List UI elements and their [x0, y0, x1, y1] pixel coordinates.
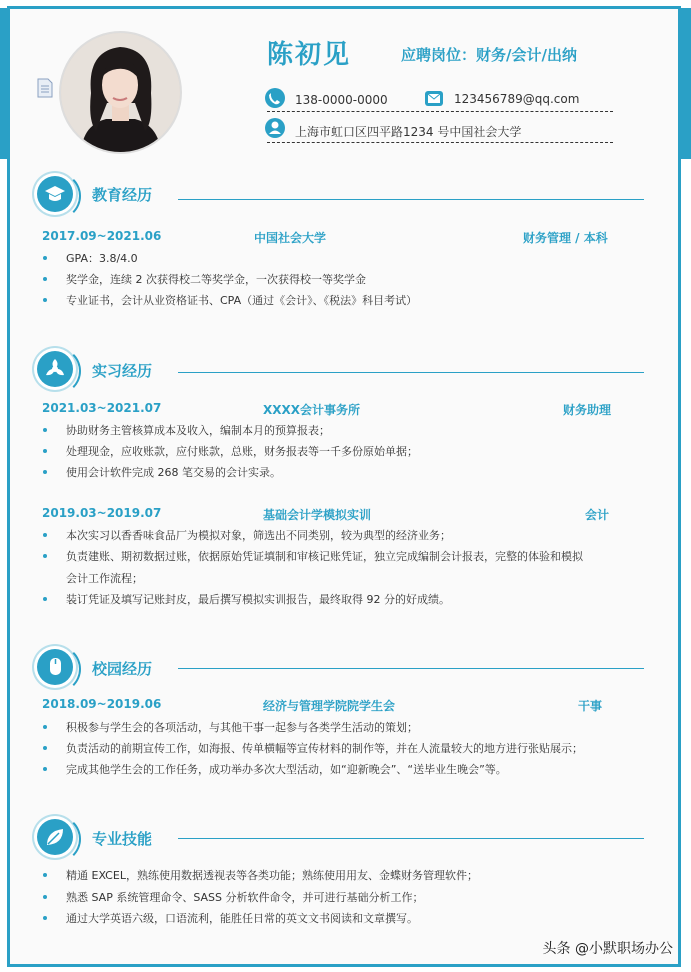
job1-role: 财务助理 [563, 403, 612, 417]
watermark: 头条 @小默职场办公 [542, 941, 673, 957]
bullet [43, 554, 47, 558]
section-rule [178, 372, 644, 373]
person-icon [265, 118, 285, 138]
edu-date: 2017.09~2021.06 [42, 229, 162, 243]
section-title-campus: 校园经历 [92, 660, 153, 678]
campus-date: 2018.09~2019.06 [42, 697, 162, 711]
job1-item: 处理现金，应收账款，应付账款，总账，财务报表等一千多份原始单据； [66, 445, 418, 458]
edu-school: 中国社会大学 [254, 231, 327, 245]
document-icon[interactable] [36, 78, 54, 98]
email-address: 123456789@qq.com [454, 92, 580, 106]
campus-item: 负责活动的前期宣传工作，如海报、传单横幅等宣传材料的制作等，并在人流量较大的地方进行张贴展示； [66, 742, 583, 755]
phone-number: 138-0000-0000 [295, 93, 388, 107]
job2-item: 负责建账、期初数据过账，依据原始凭证填制和审核记账凭证，独立完成编制会计报表，完整的体验和模拟 [66, 550, 583, 563]
section-rule [178, 668, 644, 669]
right-accent-tab [680, 8, 691, 159]
job1-date: 2021.03~2021.07 [42, 401, 162, 415]
job2-company: 基础会计学模拟实训 [263, 508, 372, 522]
edu-item: 奖学金，连续 2 次获得校二等奖学金，一次获得校一等奖学金 [66, 273, 366, 286]
bullet [43, 916, 47, 920]
badge-arc [33, 172, 81, 220]
bullet [43, 725, 47, 729]
section-title-education: 教育经历 [92, 186, 153, 204]
campus-role: 干事 [578, 699, 603, 713]
skill-item: 通过大学英语六级，口语流利，能胜任日常的英文文书阅读和文章撰写。 [66, 912, 418, 925]
divider [267, 111, 613, 112]
phone-icon [265, 88, 285, 108]
campus-org: 经济与管理学院院学生会 [263, 699, 396, 713]
job1-company: XXXX会计事务所 [263, 403, 361, 417]
edu-major: 财务管理 / 本科 [523, 231, 608, 245]
job1-item: 协助财务主管核算成本及收入，编制本月的预算报表； [66, 424, 330, 437]
skill-item: 精通 EXCEL，熟练使用数据透视表等各类功能；熟练使用用友、金蝶财务管理软件； [66, 869, 478, 882]
job2-role: 会计 [585, 508, 610, 522]
home-address: 上海市虹口区四平路1234 号中国社会大学 [295, 125, 522, 139]
divider [267, 142, 613, 143]
bullet [43, 873, 47, 877]
bullet [43, 767, 47, 771]
badge-arc [33, 815, 81, 863]
bullet [43, 895, 47, 899]
job2-item: 本次实习以香香味食品厂为模拟对象，筛选出不同类别，较为典型的经济业务； [66, 529, 451, 542]
section-title-skills: 专业技能 [92, 830, 153, 848]
bullet [43, 256, 47, 260]
bullet [43, 533, 47, 537]
section-rule [178, 838, 644, 839]
job1-item: 使用会计软件完成 268 笔交易的会计实录。 [66, 466, 281, 479]
badge-arc [33, 347, 81, 395]
avatar [59, 31, 182, 154]
email-icon [425, 91, 443, 106]
bullet [43, 277, 47, 281]
edu-item: 专业证书，会计从业资格证书、CPA（通过《会计》、《税法》科目考试） [66, 294, 418, 307]
section-rule [178, 199, 644, 200]
campus-item: 积极参与学生会的各项活动，与其他干事一起参与各类学生活动的策划； [66, 721, 418, 734]
bullet [43, 298, 47, 302]
bullet [43, 449, 47, 453]
campus-item: 完成其他学生会的工作任务，成功举办多次大型活动，如“迎新晚会”、“送毕业生晚会”等。 [66, 763, 507, 776]
badge-arc [33, 645, 81, 693]
job-position: 应聘岗位：财务/会计/出纳 [401, 46, 577, 64]
edu-item: GPA：3.8/4.0 [66, 252, 138, 265]
bullet [43, 470, 47, 474]
skill-item: 熟悉 SAP 系统管理命令、SASS 分析软件命令，并可进行基础分析工作； [66, 891, 424, 904]
job2-item: 装订凭证及填写记账封皮，最后撰写模拟实训报告，最终取得 92 分的好成绩。 [66, 593, 450, 606]
job2-item-continued: 会计工作流程； [66, 572, 143, 585]
job2-date: 2019.03~2019.07 [42, 506, 162, 520]
section-title-internship: 实习经历 [92, 362, 153, 380]
bullet [43, 746, 47, 750]
bullet [43, 597, 47, 601]
candidate-name: 陈初见 [267, 40, 352, 70]
bullet [43, 428, 47, 432]
